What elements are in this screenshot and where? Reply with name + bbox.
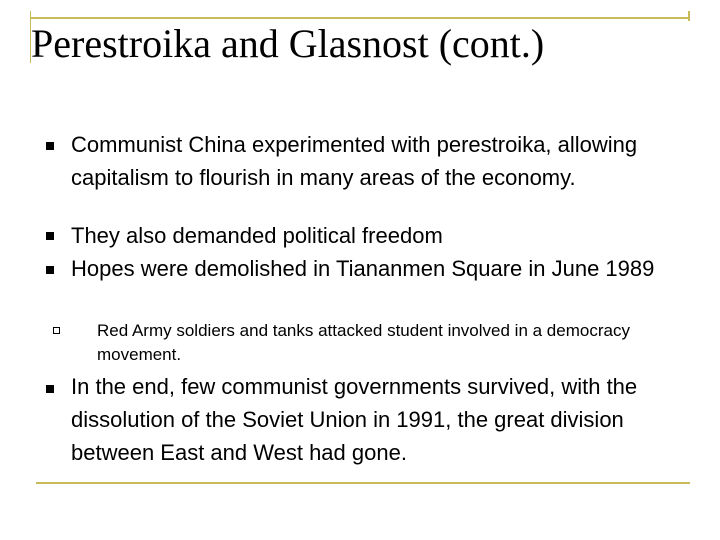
square-bullet-icon [46,385,54,393]
bullet-text: They also demanded political freedom [71,223,443,248]
hollow-square-bullet-icon [53,327,60,334]
square-bullet-icon [46,142,54,150]
square-bullet-icon [46,232,54,240]
bottom-rule [36,482,690,484]
sub-bullet-text: Red Army soldiers and tanks attacked student involved in a democracy movement. [97,321,630,364]
bullet-text: In the end, few communist governments survived, with the dissolution of the Soviet Union in 1991, the great division between East and West had gone. [71,374,638,465]
top-rule [30,17,690,19]
top-right-rule [688,11,690,21]
slide-title: Perestroika and Glasnost (cont.) [31,21,545,66]
bullet-text: Hopes were demolished in Tiananmen Square in June 1989 [71,256,655,281]
square-bullet-icon [46,266,54,274]
bullet-text: Communist China experimented with perestroika, allowing capitalism to flourish in many areas of the economy. [71,132,638,190]
